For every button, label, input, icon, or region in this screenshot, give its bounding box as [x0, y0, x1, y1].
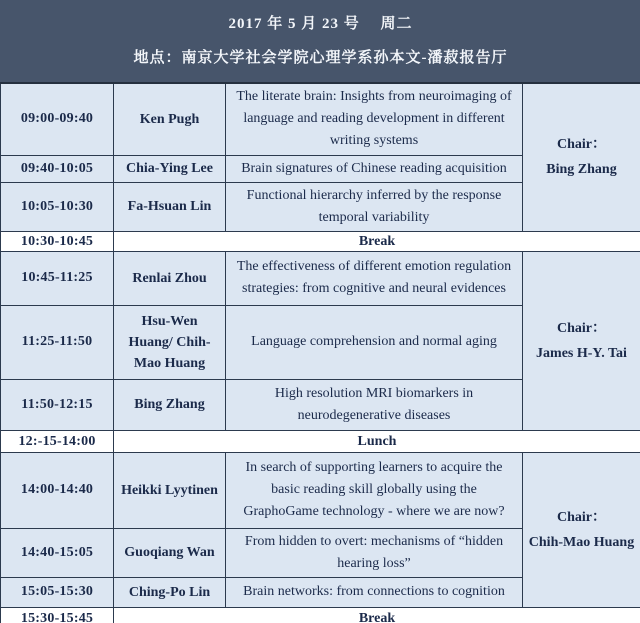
time-cell: 11:25-11:50	[1, 305, 114, 379]
talk-title-cell: Functional hierarchy inferred by the response temporal variability	[226, 182, 523, 231]
time-cell: 09:00-09:40	[1, 83, 114, 155]
speaker-cell: Renlai Zhou	[114, 251, 226, 305]
speaker-cell: Chia-Ying Lee	[114, 155, 226, 182]
time-cell: 15:05-15:30	[1, 577, 114, 607]
break-row	[1, 430, 640, 452]
break-label-cell: Break	[114, 231, 640, 251]
talk-title-cell: High resolution MRI biomarkers in neurodegenerative diseases	[226, 379, 523, 430]
time-cell: 10:45-11:25	[1, 251, 114, 305]
chair-label: Chair：	[557, 320, 606, 336]
talk-row	[1, 452, 640, 528]
time-cell: 10:05-10:30	[1, 182, 114, 231]
talk-title-cell: Brain signatures of Chinese reading acquisition	[226, 155, 523, 182]
break-row	[1, 607, 640, 623]
speaker-cell: Fa-Hsuan Lin	[114, 182, 226, 231]
table-banner-row	[1, 1, 640, 84]
talk-title-cell: From hidden to overt: mechanisms of “hidden hearing loss”	[226, 528, 523, 577]
speaker-cell: Bing Zhang	[114, 379, 226, 430]
chair-label: Chair：	[557, 137, 606, 153]
time-cell: 14:40-15:05	[1, 528, 114, 577]
banner-cell	[1, 1, 640, 84]
speaker-cell: Ching-Po Lin	[114, 577, 226, 607]
chair-name: Bing Zhang	[546, 162, 617, 178]
chair-name: James H-Y. Tai	[536, 345, 627, 361]
chair-cell	[523, 83, 640, 231]
date-title: 2017 年 5 月 23 号 周二	[228, 15, 413, 32]
chair-cell	[523, 251, 640, 430]
talk-title-cell: The literate brain: Insights from neuroimaging of language and reading development in different writing systems	[226, 83, 523, 155]
speaker-cell: Heikki Lyytinen	[114, 452, 226, 528]
chair-name: Chih-Mao Huang	[528, 534, 635, 550]
talk-row	[1, 251, 640, 305]
talk-title-cell: Language comprehension and normal aging	[226, 305, 523, 379]
talk-title-cell: The effectiveness of different emotion regulation strategies: from cognitive and neural evidences	[226, 251, 523, 305]
time-cell: 11:50-12:15	[1, 379, 114, 430]
break-label-cell: Break	[114, 607, 640, 623]
time-cell: 10:30-10:45	[1, 231, 114, 251]
time-cell: 15:30-15:45	[1, 607, 114, 623]
time-cell: 09:40-10:05	[1, 155, 114, 182]
chair-label: Chair：	[557, 509, 606, 525]
break-label-cell: Lunch	[114, 430, 640, 452]
talk-row	[1, 83, 640, 155]
break-row	[1, 231, 640, 251]
speaker-cell: Ken Pugh	[114, 83, 226, 155]
talk-title-cell: Brain networks: from connections to cognition	[226, 577, 523, 607]
time-cell: 12:-15-14:00	[1, 430, 114, 452]
speaker-cell: Guoqiang Wan	[114, 528, 226, 577]
speaker-cell: Hsu-Wen Huang/ Chih-Mao Huang	[114, 305, 226, 379]
time-cell: 14:00-14:40	[1, 452, 114, 528]
talk-title-cell: In search of supporting learners to acquire the basic reading skill globally using the GraphoGame technology - where we are now?	[226, 452, 523, 528]
chair-cell	[523, 452, 640, 607]
location-title: 地点：南京大学社会学院心理学系孙本文-潘菽报告厅	[133, 50, 508, 67]
